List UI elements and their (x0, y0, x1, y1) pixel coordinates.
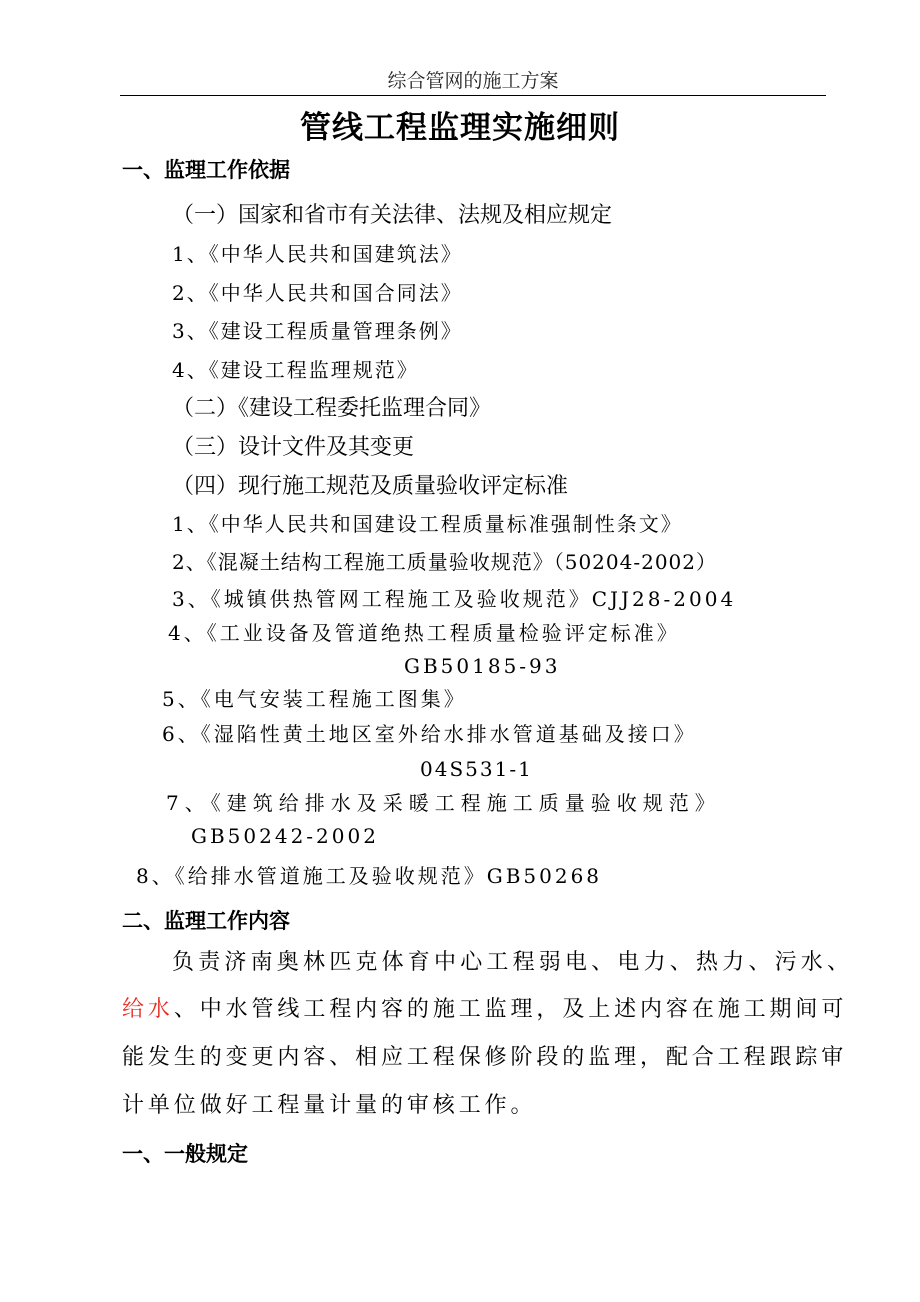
list-item: 1、《中华人民共和国建筑法》 (172, 242, 463, 266)
list-item-code: GB50185-93 (404, 654, 561, 678)
section-heading-content: 二、监理工作内容 (122, 909, 290, 933)
list-item: 1、《中华人民共和国建设工程质量标准强制性条文》 (172, 512, 683, 536)
subheading-design-docs: （三）设计文件及其变更 (172, 435, 415, 460)
subheading-standards: （四）现行施工规范及质量验收评定标准 (172, 474, 569, 499)
list-item: 2、《中华人民共和国合同法》 (172, 281, 463, 305)
subheading-laws: （一）国家和省市有关法律、法规及相应规定 (172, 203, 613, 228)
document-title: 管线工程监理实施细则 (300, 110, 620, 146)
section-heading-basis: 一、监理工作依据 (122, 158, 290, 182)
paragraph-text: 、中水管线工程内容的施工监理，及上述内容在施工期间可 (173, 997, 848, 1022)
list-item: 2、《混凝土结构工程施工质量验收规范》（50204-2002） (172, 550, 718, 574)
list-item: 4、《工业设备及管道绝热工程质量检验评定标准》 (168, 621, 680, 645)
paragraph-line: 计单位做好工程量计量的审核工作。 (122, 1093, 537, 1118)
list-item: 5、《电气安装工程施工图集》 (162, 687, 467, 711)
paragraph-line: 负责济南奥林匹克体育中心工程弱电、电力、热力、污水、 (172, 950, 854, 975)
list-item-code: 04S531-1 (420, 757, 533, 781)
section-heading-general: 一、一般规定 (122, 1142, 248, 1166)
subheading-contract: （二）《建设工程委托监理合同》 (172, 396, 492, 421)
paragraph-line: 能发生的变更内容、相应工程保修阶段的监理，配合工程跟踪审 (122, 1045, 848, 1070)
running-header: 综合管网的施工方案 (387, 70, 559, 92)
paragraph-line (122, 999, 847, 1021)
list-item-code: GB50242-2002 (191, 824, 379, 848)
list-item: 4、《建设工程监理规范》 (172, 358, 419, 382)
list-item: 7、《建筑给排水及采暖工程施工质量验收规范》 (166, 791, 721, 815)
header-rule (120, 95, 826, 96)
list-item: 3、《城镇供热管网工程施工及验收规范》CJJ28-2004 (172, 587, 737, 611)
list-item: 8、《给排水管道施工及验收规范》GB50268 (136, 864, 603, 888)
highlight-text: 给水 (122, 997, 174, 1022)
list-item: 3、《建设工程质量管理条例》 (172, 319, 463, 343)
list-item: 6、《湿陷性黄土地区室外给水排水管道基础及接口》 (162, 722, 697, 746)
